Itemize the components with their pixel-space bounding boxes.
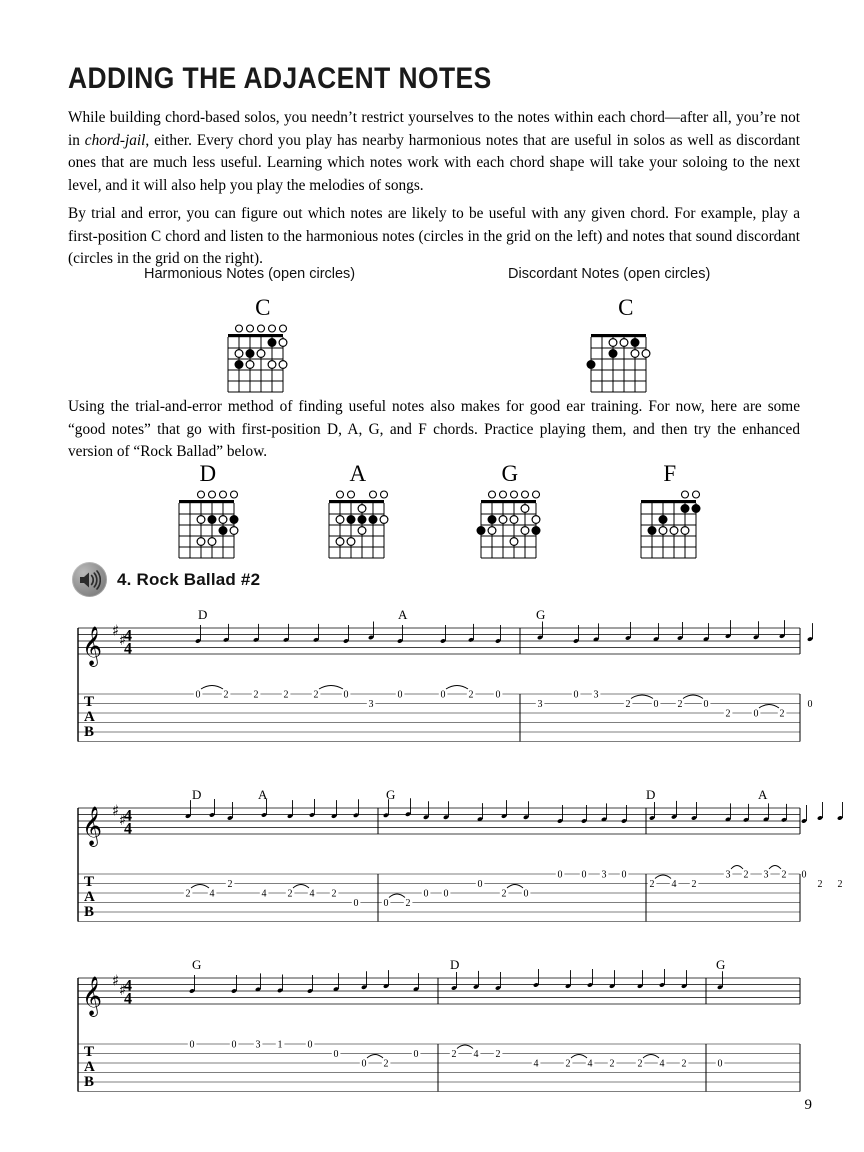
tab-fret-number: 4 (671, 878, 677, 890)
tab-fret-number: 0 (801, 869, 807, 881)
chord-name: G (501, 461, 519, 486)
tab-fret-number: 4 (473, 1048, 479, 1060)
tab-fret-number: 3 (537, 698, 543, 710)
chord-symbol: G (536, 607, 546, 622)
tab-fret-number: 2 (837, 878, 843, 890)
tab-fret-number: 0 (189, 1039, 195, 1051)
notation-svg (68, 956, 804, 1104)
svg-text:4: 4 (124, 820, 132, 838)
tab-fret-number: 0 (361, 1058, 367, 1070)
paragraph-good-notes: Using the trial-and-error method of finding useful notes also makes for good ear training. For now, here are some “good notes” that go with first-position D, A, G, and F chords. Practice playing them, and then try the enhanced version of “Rock Ballad” below. (68, 398, 800, 460)
tab-fret-number: 2 (691, 878, 697, 890)
tab-fret-number: 3 (601, 869, 607, 881)
tab-fret-number: 2 (287, 888, 293, 900)
tab-fret-number: 0 (703, 698, 709, 710)
tab-fret-number: 0 (397, 689, 403, 701)
tab-fret-number: 0 (653, 698, 659, 710)
tab-fret-number: 0 (443, 888, 449, 900)
chord-name: D (199, 461, 217, 486)
tab-fret-number: 4 (309, 888, 315, 900)
tab-fret-number: 3 (593, 689, 599, 701)
tab-fret-number: 2 (501, 888, 507, 900)
tab-fret-number: 0 (753, 708, 759, 720)
tab-fret-number: 2 (495, 1048, 501, 1060)
chord-symbol: G (386, 787, 396, 802)
svg-text:𝄞: 𝄞 (82, 806, 103, 846)
page-number: 9 (804, 1097, 812, 1113)
tab-clef-letter: A (84, 1059, 95, 1075)
tab-fret-number: 3 (368, 698, 374, 710)
tab-fret-number: 2 (405, 897, 411, 909)
tab-fret-number: 0 (477, 878, 483, 890)
paragraph-intro (68, 107, 800, 197)
tab-fret-number: 0 (413, 1048, 419, 1060)
chord-grid (215, 323, 311, 398)
svg-text:♯: ♯ (119, 811, 127, 829)
tab-fret-number: 4 (261, 888, 267, 900)
chord-symbol: D (192, 787, 202, 802)
tab-clef-letter: T (84, 1044, 95, 1060)
chord-name: F (663, 461, 677, 486)
paragraph-intro-part1: While building chord-based solos, you needn’t restrict yourselves to the notes within each chord—after all, you’re not in (68, 109, 800, 149)
svg-text:4: 4 (124, 990, 132, 1008)
tab-fret-number: 0 (573, 689, 579, 701)
tab-fret-number: 2 (223, 689, 229, 701)
tab-fret-number: 4 (209, 888, 215, 900)
chord-grid (468, 489, 552, 564)
tab-fret-number: 2 (781, 869, 787, 881)
tab-fret-number: 3 (763, 869, 769, 881)
chord-name: C (618, 295, 634, 320)
svg-text:𝄞: 𝄞 (82, 976, 103, 1016)
chord-grid-svg (215, 323, 296, 398)
tab-fret-number: 2 (313, 689, 319, 701)
tab-fret-number: 2 (451, 1048, 457, 1060)
tab-fret-number: 3 (255, 1039, 261, 1051)
speaker-audio-icon[interactable] (72, 562, 107, 597)
chord-symbol: D (450, 957, 460, 972)
tab-fret-number: 2 (677, 698, 683, 710)
svg-text:♯: ♯ (119, 981, 127, 999)
svg-text:4: 4 (124, 807, 132, 825)
chord-grid-svg (316, 489, 397, 564)
chord-grid-svg (166, 489, 247, 564)
chord-symbol: A (398, 607, 408, 622)
tab-clef-letter: B (84, 724, 95, 740)
tab-fret-number: 0 (717, 1058, 723, 1070)
discordant-notes-caption: Discordant Notes (open circles) (508, 266, 711, 282)
tab-fret-number: 2 (253, 689, 259, 701)
music-system-1 (68, 606, 813, 754)
tab-fret-number: 2 (725, 708, 731, 720)
tab-clef-letter: A (84, 889, 95, 905)
chord-diagram-d (166, 462, 250, 564)
tab-fret-number: 0 (195, 689, 201, 701)
chord-grid-svg (628, 489, 709, 564)
svg-text:𝄞: 𝄞 (82, 626, 103, 666)
tab-fret-number: 2 (779, 708, 785, 720)
tab-fret-number: 2 (185, 888, 191, 900)
music-system-3 (68, 956, 804, 1104)
chord-grid-svg (468, 489, 549, 564)
tab-fret-number: 0 (383, 897, 389, 909)
tab-fret-number: 2 (649, 878, 655, 890)
chord-diagram-c-harmonious (215, 296, 311, 398)
svg-text:♯: ♯ (112, 621, 120, 640)
chord-diagram-g (468, 462, 552, 564)
chord-symbol: G (192, 957, 202, 972)
tab-fret-number: 0 (353, 897, 359, 909)
svg-text:♯: ♯ (112, 971, 120, 990)
tab-fret-number: 4 (659, 1058, 665, 1070)
tab-fret-number: 3 (725, 869, 731, 881)
tab-clef-letter: B (84, 1074, 95, 1090)
tab-fret-number: 2 (283, 689, 289, 701)
tab-fret-number: 4 (587, 1058, 593, 1070)
tab-fret-number: 0 (495, 689, 501, 701)
chord-grid (628, 489, 712, 564)
track-title: 4. Rock Ballad #2 (117, 569, 261, 589)
tab-clef-letter: T (84, 694, 95, 710)
chord-symbol: D (198, 607, 208, 622)
chord-symbol: D (646, 787, 656, 802)
svg-text:4: 4 (124, 640, 132, 658)
tab-fret-number: 4 (533, 1058, 539, 1070)
chord-name: A (349, 461, 367, 486)
tab-fret-number: 0 (523, 888, 529, 900)
tab-fret-number: 0 (423, 888, 429, 900)
notation-svg (68, 786, 843, 934)
chord-diagram-c-discordant (578, 296, 674, 398)
svg-text:4: 4 (124, 627, 132, 645)
svg-text:♯: ♯ (112, 801, 120, 820)
chord-diagram-a (316, 462, 400, 564)
chord-symbol: A (258, 787, 268, 802)
tab-clef-letter: A (84, 709, 95, 725)
tab-fret-number: 0 (440, 689, 446, 701)
tab-fret-number: 2 (227, 878, 233, 890)
paragraph-intro-emphasis: chord-jail (84, 131, 146, 149)
tab-fret-number: 2 (565, 1058, 571, 1070)
chord-symbol: G (716, 957, 726, 972)
chord-grid (166, 489, 250, 564)
tab-clef-letter: T (84, 874, 95, 890)
chord-name: C (255, 295, 271, 320)
track-header (72, 562, 260, 597)
tab-fret-number: 0 (581, 869, 587, 881)
tab-fret-number: 0 (343, 689, 349, 701)
tab-fret-number: 0 (231, 1039, 237, 1051)
music-system-2 (68, 786, 843, 934)
svg-text:4: 4 (124, 977, 132, 995)
tab-fret-number: 2 (743, 869, 749, 881)
tab-fret-number: 2 (817, 878, 823, 890)
tab-fret-number: 2 (625, 698, 631, 710)
tab-fret-number: 0 (807, 698, 813, 710)
tab-fret-number: 1 (277, 1039, 283, 1051)
notation-svg (68, 606, 813, 754)
tab-fret-number: 2 (609, 1058, 615, 1070)
tab-fret-number: 2 (468, 689, 474, 701)
paragraph-intro-part2: , either. Every chord you play has nearby harmonious notes that are useful in solos as well as discordant ones that are much less useful. Learning which notes work with each chord shape will take your soloing to the next level, and it will also help you play the melodies of songs. (68, 131, 800, 194)
tab-fret-number: 2 (383, 1058, 389, 1070)
chord-grid (316, 489, 400, 564)
tab-fret-number: 0 (621, 869, 627, 881)
tab-fret-number: 2 (637, 1058, 643, 1070)
tab-fret-number: 2 (331, 888, 337, 900)
tab-fret-number: 0 (557, 869, 563, 881)
svg-text:♯: ♯ (119, 631, 127, 649)
chord-symbol: A (758, 787, 768, 802)
chord-grid (578, 323, 674, 398)
page-title: ADDING THE ADJACENT NOTES (68, 62, 492, 95)
harmonious-notes-caption: Harmonious Notes (open circles) (144, 266, 356, 282)
chord-diagram-f (628, 462, 712, 564)
tab-fret-number: 0 (333, 1048, 339, 1060)
tab-fret-number: 2 (681, 1058, 687, 1070)
tab-fret-number: 0 (307, 1039, 313, 1051)
chord-grid-svg (578, 323, 659, 398)
paragraph-trial-error: By trial and error, you can figure out which notes are likely to be useful with any given chord. For example, play a first-position C chord and listen to the harmonious notes (circles in the grid on the left) and notes that sound discordant (circles in the grid on the right). (68, 205, 800, 267)
tab-clef-letter: B (84, 904, 95, 920)
